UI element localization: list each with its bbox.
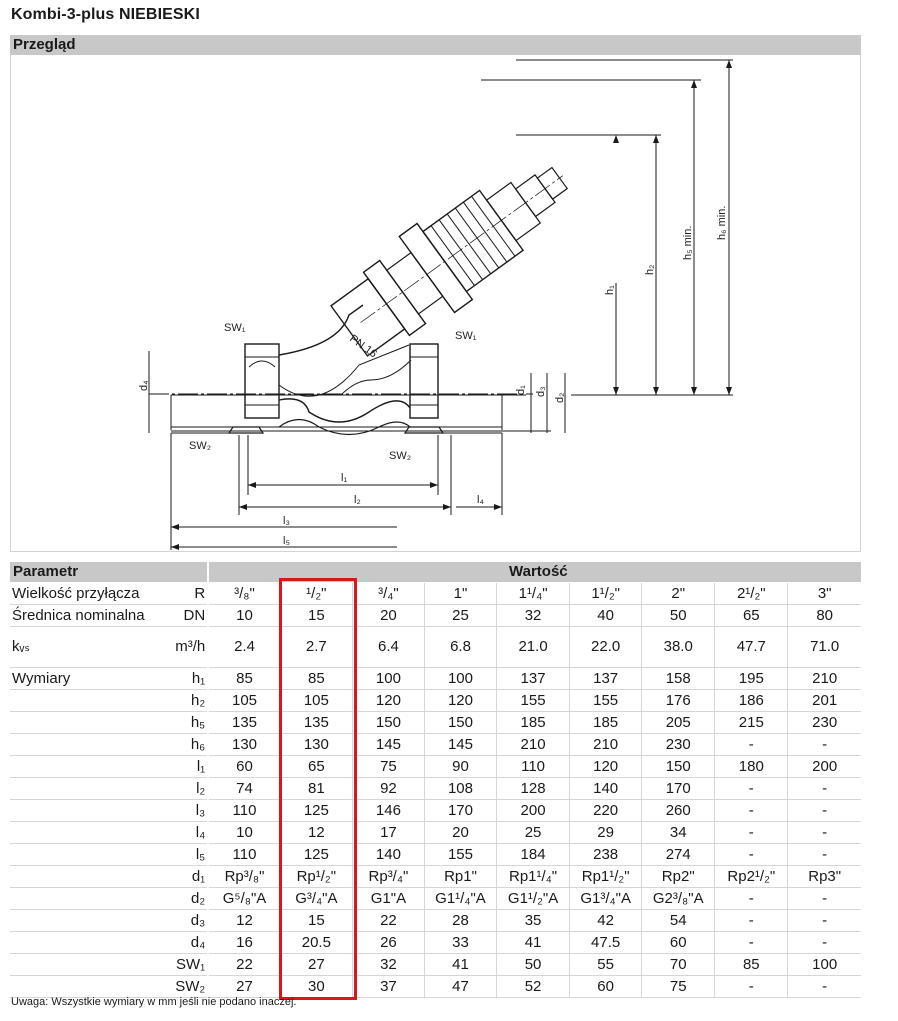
row-label bbox=[10, 690, 151, 712]
row-unit: d₃ bbox=[151, 910, 208, 932]
table-cell: 12 bbox=[208, 910, 280, 932]
label-l1: l₁ bbox=[341, 472, 348, 484]
label-d2: d₂ bbox=[554, 392, 566, 403]
table-cell: 55 bbox=[570, 954, 642, 976]
table-cell: 185 bbox=[570, 712, 642, 734]
overview-label: Przegląd bbox=[13, 36, 76, 53]
row-label bbox=[10, 954, 151, 976]
row-unit: d₁ bbox=[151, 866, 208, 888]
table-cell: 50 bbox=[642, 605, 715, 627]
table-cell: 238 bbox=[570, 844, 642, 866]
row-unit: d₂ bbox=[151, 888, 208, 910]
label-h2: h₂ bbox=[644, 264, 656, 275]
table-cell: 186 bbox=[715, 690, 788, 712]
table-cell: Rp1¹/₄" bbox=[497, 866, 570, 888]
table-cell: Rp¹/₂" bbox=[280, 866, 352, 888]
row-label: Wielkość przyłącza bbox=[10, 583, 151, 605]
row-unit: DN bbox=[151, 605, 208, 627]
table-cell: 100 bbox=[352, 668, 424, 690]
table-cell: 150 bbox=[352, 712, 424, 734]
table-cell: 85 bbox=[280, 668, 352, 690]
table-cell: 120 bbox=[352, 690, 424, 712]
table-cell: 80 bbox=[788, 605, 861, 627]
page-title: Kombi-3-plus NIEBIESKI bbox=[11, 6, 200, 23]
row-label bbox=[10, 932, 151, 954]
table-row bbox=[10, 844, 861, 866]
table-cell: 110 bbox=[497, 756, 570, 778]
table-cell: - bbox=[788, 888, 861, 910]
table-cell: 200 bbox=[497, 800, 570, 822]
table-cell: 110 bbox=[208, 844, 280, 866]
table-cell: 75 bbox=[642, 976, 715, 998]
table-cell: 155 bbox=[497, 690, 570, 712]
highlight-box bbox=[279, 578, 357, 1000]
table-cell: 60 bbox=[208, 756, 280, 778]
table-cell: - bbox=[715, 800, 788, 822]
table-cell: 10 bbox=[208, 822, 280, 844]
table-cell: 65 bbox=[280, 756, 352, 778]
table-cell: 47 bbox=[424, 976, 496, 998]
table-cell: 22 bbox=[208, 954, 280, 976]
table-cell: - bbox=[715, 778, 788, 800]
table-cell: 28 bbox=[424, 910, 496, 932]
table-row bbox=[10, 690, 861, 712]
row-unit: h₅ bbox=[151, 712, 208, 734]
table-cell: 6.4 bbox=[352, 627, 424, 668]
table-cell: - bbox=[788, 932, 861, 954]
table-cell: - bbox=[715, 844, 788, 866]
table-cell: G⁵/₈"A bbox=[208, 888, 280, 910]
row-label bbox=[10, 800, 151, 822]
table-cell: 3" bbox=[788, 583, 861, 605]
table-row bbox=[10, 932, 861, 954]
table-cell: 2" bbox=[642, 583, 715, 605]
label-d3: d₃ bbox=[535, 386, 547, 397]
table-cell: 47.5 bbox=[570, 932, 642, 954]
table-cell: 52 bbox=[497, 976, 570, 998]
table-cell: 1¹/₂" bbox=[570, 583, 642, 605]
table-cell: 6.8 bbox=[424, 627, 496, 668]
table-row bbox=[10, 627, 861, 668]
table-cell: 81 bbox=[280, 778, 352, 800]
row-unit: h₂ bbox=[151, 690, 208, 712]
row-label bbox=[10, 734, 151, 756]
table-cell: 230 bbox=[788, 712, 861, 734]
table-cell: 32 bbox=[352, 954, 424, 976]
table-cell: 274 bbox=[642, 844, 715, 866]
table-cell: Rp2¹/₂" bbox=[715, 866, 788, 888]
table-cell: - bbox=[788, 910, 861, 932]
table-cell: 135 bbox=[208, 712, 280, 734]
table-cell: 16 bbox=[208, 932, 280, 954]
spec-table bbox=[10, 583, 861, 998]
table-cell: 185 bbox=[497, 712, 570, 734]
table-cell: 20.5 bbox=[280, 932, 352, 954]
table-cell: 40 bbox=[570, 605, 642, 627]
table-cell: 105 bbox=[280, 690, 352, 712]
table-cell: G1¹/₄"A bbox=[424, 888, 496, 910]
table-cell: 230 bbox=[642, 734, 715, 756]
table-cell: 184 bbox=[497, 844, 570, 866]
table-cell: 215 bbox=[715, 712, 788, 734]
table-cell: 125 bbox=[280, 844, 352, 866]
table-cell: 170 bbox=[642, 778, 715, 800]
row-unit: d₄ bbox=[151, 932, 208, 954]
row-label bbox=[10, 866, 151, 888]
table-row bbox=[10, 910, 861, 932]
table-cell: 35 bbox=[497, 910, 570, 932]
table-cell: 29 bbox=[570, 822, 642, 844]
table-cell: 71.0 bbox=[788, 627, 861, 668]
table-cell: 201 bbox=[788, 690, 861, 712]
table-cell: - bbox=[715, 734, 788, 756]
table-cell: 20 bbox=[424, 822, 496, 844]
table-cell: 2¹/₂" bbox=[715, 583, 788, 605]
label-sw2-right: SW₂ bbox=[389, 450, 411, 462]
table-cell: 2.4 bbox=[208, 627, 280, 668]
table-row bbox=[10, 976, 861, 998]
table-cell: 150 bbox=[424, 712, 496, 734]
table-cell: 120 bbox=[570, 756, 642, 778]
table-row bbox=[10, 954, 861, 976]
table-cell: 75 bbox=[352, 756, 424, 778]
table-cell: 20 bbox=[352, 605, 424, 627]
table-cell: 145 bbox=[352, 734, 424, 756]
table-cell: 155 bbox=[570, 690, 642, 712]
table-cell: 100 bbox=[424, 668, 496, 690]
table-cell: 17 bbox=[352, 822, 424, 844]
table-cell: 22.0 bbox=[570, 627, 642, 668]
table-cell: 130 bbox=[208, 734, 280, 756]
label-sw1-right: SW₁ bbox=[455, 330, 477, 342]
label-sw1-left: SW₁ bbox=[224, 322, 246, 334]
table-cell: - bbox=[715, 888, 788, 910]
row-unit: SW₂ bbox=[151, 976, 208, 998]
table-cell: 137 bbox=[570, 668, 642, 690]
table-cell: 25 bbox=[424, 605, 496, 627]
table-cell: 140 bbox=[352, 844, 424, 866]
table-cell: 12 bbox=[280, 822, 352, 844]
row-unit: h₆ bbox=[151, 734, 208, 756]
table-cell: 170 bbox=[424, 800, 496, 822]
row-unit: SW₁ bbox=[151, 954, 208, 976]
table-row bbox=[10, 888, 861, 910]
label-h6: h₆ min. bbox=[716, 205, 728, 240]
table-cell: 135 bbox=[280, 712, 352, 734]
label-l4: l₄ bbox=[477, 494, 484, 506]
table-cell: 1¹/₄" bbox=[497, 583, 570, 605]
table-cell: 92 bbox=[352, 778, 424, 800]
table-cell: 27 bbox=[208, 976, 280, 998]
table-cell: - bbox=[715, 822, 788, 844]
table-cell: - bbox=[788, 822, 861, 844]
label-d1: d₁ bbox=[515, 385, 527, 395]
label-l3: l₃ bbox=[283, 515, 290, 527]
label-sw2-left: SW₂ bbox=[189, 440, 211, 452]
table-cell: 180 bbox=[715, 756, 788, 778]
table-cell: 125 bbox=[280, 800, 352, 822]
table-cell: 27 bbox=[280, 954, 352, 976]
label-l2: l₂ bbox=[354, 494, 361, 506]
valve-drawing-svg bbox=[11, 55, 860, 551]
label-l5: l₅ bbox=[283, 535, 290, 547]
table-cell: 176 bbox=[642, 690, 715, 712]
table-cell: 25 bbox=[497, 822, 570, 844]
row-label bbox=[10, 888, 151, 910]
table-cell: 158 bbox=[642, 668, 715, 690]
table-cell: 205 bbox=[642, 712, 715, 734]
table-cell: 220 bbox=[570, 800, 642, 822]
row-unit: h₁ bbox=[151, 668, 208, 690]
row-unit: l₃ bbox=[151, 800, 208, 822]
table-cell: Rp3" bbox=[788, 866, 861, 888]
row-unit: m³/h bbox=[151, 627, 208, 668]
table-cell: G1"A bbox=[352, 888, 424, 910]
table-cell: 100 bbox=[788, 954, 861, 976]
table-cell: - bbox=[715, 932, 788, 954]
table-cell: Rp1" bbox=[424, 866, 496, 888]
value-header-label: Wartość bbox=[509, 563, 568, 580]
table-cell: G³/₄"A bbox=[280, 888, 352, 910]
table-cell: 210 bbox=[497, 734, 570, 756]
table-cell: 146 bbox=[352, 800, 424, 822]
table-cell: 140 bbox=[570, 778, 642, 800]
table-cell: 195 bbox=[715, 668, 788, 690]
row-unit: l₂ bbox=[151, 778, 208, 800]
table-cell: 108 bbox=[424, 778, 496, 800]
table-cell: 26 bbox=[352, 932, 424, 954]
table-cell: Rp³/₄" bbox=[352, 866, 424, 888]
table-cell: 85 bbox=[208, 668, 280, 690]
table-cell: Rp1¹/₂" bbox=[570, 866, 642, 888]
row-label: kᵥₛ bbox=[10, 627, 151, 668]
table-cell: 105 bbox=[208, 690, 280, 712]
table-cell: 34 bbox=[642, 822, 715, 844]
table-cell: G2³/₈"A bbox=[642, 888, 715, 910]
row-unit: l₄ bbox=[151, 822, 208, 844]
row-label bbox=[10, 822, 151, 844]
table-cell: - bbox=[788, 734, 861, 756]
table-cell: 38.0 bbox=[642, 627, 715, 668]
table-cell: Rp2" bbox=[642, 866, 715, 888]
table-cell: 15 bbox=[280, 910, 352, 932]
table-cell: 137 bbox=[497, 668, 570, 690]
table-cell: 128 bbox=[497, 778, 570, 800]
table-cell: 21.0 bbox=[497, 627, 570, 668]
table-cell: 90 bbox=[424, 756, 496, 778]
parameter-table-header bbox=[10, 562, 861, 582]
row-label bbox=[10, 712, 151, 734]
table-cell: G1¹/₂"A bbox=[497, 888, 570, 910]
table-cell: - bbox=[788, 800, 861, 822]
row-label bbox=[10, 756, 151, 778]
table-row bbox=[10, 712, 861, 734]
row-label: Wymiary bbox=[10, 668, 151, 690]
table-cell: - bbox=[788, 778, 861, 800]
table-cell: - bbox=[715, 976, 788, 998]
table-row bbox=[10, 583, 861, 605]
table-row bbox=[10, 605, 861, 627]
label-h5: h₅ min. bbox=[682, 225, 694, 260]
table-cell: 15 bbox=[280, 605, 352, 627]
label-h1: h₁ bbox=[604, 285, 616, 295]
table-cell: 47.7 bbox=[715, 627, 788, 668]
table-cell: 1" bbox=[424, 583, 496, 605]
table-cell: - bbox=[715, 910, 788, 932]
table-cell: 70 bbox=[642, 954, 715, 976]
table-cell: 150 bbox=[642, 756, 715, 778]
row-label bbox=[10, 778, 151, 800]
table-cell: 42 bbox=[570, 910, 642, 932]
table-cell: 200 bbox=[788, 756, 861, 778]
table-cell: 155 bbox=[424, 844, 496, 866]
table-cell: 50 bbox=[497, 954, 570, 976]
table-cell: 54 bbox=[642, 910, 715, 932]
overview-section-header bbox=[10, 35, 861, 55]
table-cell: 10 bbox=[208, 605, 280, 627]
table-cell: - bbox=[788, 976, 861, 998]
table-cell: Rp³/₈" bbox=[208, 866, 280, 888]
table-row bbox=[10, 668, 861, 690]
table-cell: 210 bbox=[788, 668, 861, 690]
technical-drawing bbox=[10, 55, 861, 552]
label-pn: PN 16 bbox=[347, 332, 380, 361]
table-row bbox=[10, 800, 861, 822]
table-cell: 145 bbox=[424, 734, 496, 756]
table-cell: 32 bbox=[497, 605, 570, 627]
table-cell: 2.7 bbox=[280, 627, 352, 668]
table-cell: 110 bbox=[208, 800, 280, 822]
table-row bbox=[10, 778, 861, 800]
table-cell: 37 bbox=[352, 976, 424, 998]
table-cell: 130 bbox=[280, 734, 352, 756]
row-unit: l₁ bbox=[151, 756, 208, 778]
table-cell: G1³/₄"A bbox=[570, 888, 642, 910]
row-label bbox=[10, 976, 151, 998]
table-cell: 41 bbox=[497, 932, 570, 954]
label-d4: d₄ bbox=[138, 380, 150, 391]
row-label: Średnica nominalna bbox=[10, 605, 151, 627]
table-cell: - bbox=[788, 844, 861, 866]
table-cell: 260 bbox=[642, 800, 715, 822]
table-cell: ¹/₂" bbox=[280, 583, 352, 605]
param-header-label: Parametr bbox=[13, 563, 79, 580]
row-label bbox=[10, 910, 151, 932]
table-row bbox=[10, 734, 861, 756]
table-cell: 22 bbox=[352, 910, 424, 932]
table-cell: ³/₈" bbox=[208, 583, 280, 605]
table-cell: 210 bbox=[570, 734, 642, 756]
row-label bbox=[10, 844, 151, 866]
table-cell: 33 bbox=[424, 932, 496, 954]
table-cell: 60 bbox=[642, 932, 715, 954]
table-cell: 41 bbox=[424, 954, 496, 976]
table-cell: 74 bbox=[208, 778, 280, 800]
footnote: Uwaga: Wszystkie wymiary w mm jeśli nie podano inaczej. bbox=[11, 996, 297, 1008]
table-cell: 120 bbox=[424, 690, 496, 712]
table-cell: 60 bbox=[570, 976, 642, 998]
table-cell: ³/₄" bbox=[352, 583, 424, 605]
table-row bbox=[10, 822, 861, 844]
table-row bbox=[10, 866, 861, 888]
table-row bbox=[10, 756, 861, 778]
table-cell: 65 bbox=[715, 605, 788, 627]
row-unit: l₅ bbox=[151, 844, 208, 866]
table-cell: 85 bbox=[715, 954, 788, 976]
table-cell: 30 bbox=[280, 976, 352, 998]
row-unit: R bbox=[151, 583, 208, 605]
